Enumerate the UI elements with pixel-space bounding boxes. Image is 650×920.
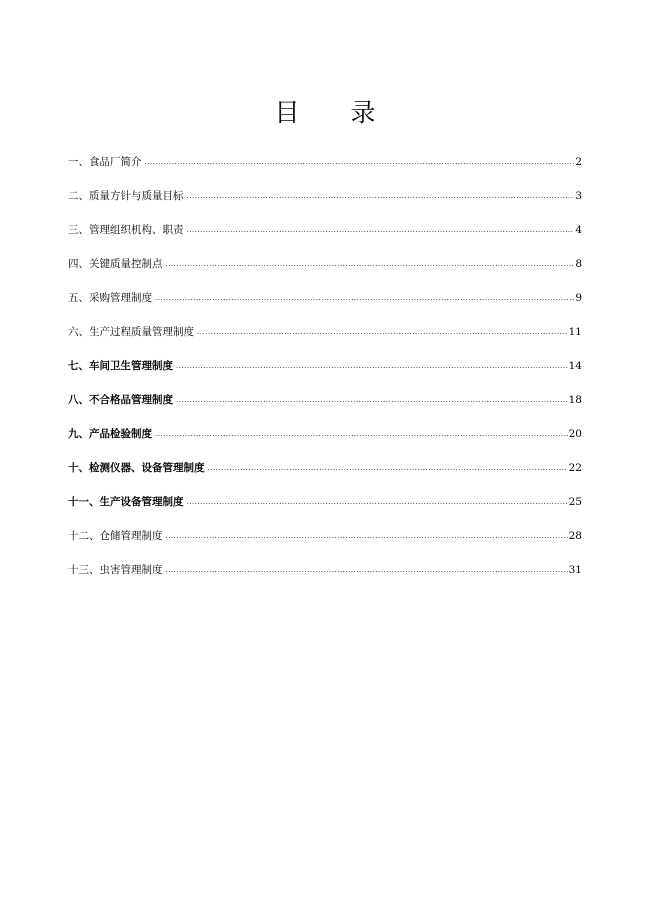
- toc-entry-leader: [166, 563, 568, 577]
- toc-entry-leader: [176, 359, 568, 373]
- toc-entry[interactable]: [68, 427, 582, 461]
- toc-entry-page: 14: [568, 360, 582, 372]
- toc-entry[interactable]: [68, 325, 582, 359]
- toc-entry-leader: [187, 223, 575, 237]
- toc-entry-page: 9: [575, 292, 582, 304]
- toc-entry-page: 31: [568, 564, 582, 576]
- toc-entry-label: 十一、生产设备管理制度: [68, 496, 184, 508]
- toc-entry-leader: [197, 325, 568, 339]
- toc-entry-page: 18: [568, 394, 582, 406]
- toc-entry-label: 一、食品厂简介: [68, 156, 142, 168]
- toc-entry-label: 六、生产过程质量管理制度: [68, 326, 194, 338]
- toc-entry-leader: [187, 189, 575, 203]
- toc-entry-leader: [176, 393, 568, 407]
- toc-entry[interactable]: [68, 393, 582, 427]
- toc-entry[interactable]: [68, 257, 582, 291]
- toc-entry-page: 2: [575, 156, 582, 168]
- toc-entry-page: 8: [575, 258, 582, 270]
- toc-entry[interactable]: [68, 223, 582, 257]
- toc-entry-page: 3: [575, 190, 582, 202]
- toc-entry-leader: [155, 291, 574, 305]
- toc-entry-leader: [166, 529, 568, 543]
- toc-entry-label: 二、质量方针与质量目标: [68, 190, 184, 202]
- toc-entry-label: 九、产品检验制度: [68, 428, 152, 440]
- toc-list: [68, 155, 582, 597]
- toc-entry-page: 25: [568, 496, 582, 508]
- toc-entry-label: 七、车间卫生管理制度: [68, 360, 173, 372]
- toc-entry-page: 11: [568, 326, 582, 338]
- toc-entry[interactable]: [68, 461, 582, 495]
- toc-entry-label: 十三、虫害管理制度: [68, 564, 163, 576]
- toc-title-char-2: 录: [350, 98, 376, 127]
- toc-entry[interactable]: [68, 359, 582, 393]
- toc-entry-leader: [166, 257, 575, 271]
- toc-entry-leader: [208, 461, 568, 475]
- toc-entry[interactable]: [68, 495, 582, 529]
- toc-entry-page: 28: [568, 530, 582, 542]
- toc-title-char-1: 目: [274, 98, 300, 127]
- toc-entry-label: 八、不合格品管理制度: [68, 394, 173, 406]
- toc-entry-page: 20: [568, 428, 582, 440]
- toc-entry[interactable]: [68, 155, 582, 189]
- toc-entry[interactable]: [68, 529, 582, 563]
- toc-entry-leader: [145, 155, 575, 169]
- toc-entry-leader: [155, 427, 568, 441]
- toc-entry[interactable]: [68, 291, 582, 325]
- toc-entry[interactable]: [68, 189, 582, 223]
- toc-entry-label: 十、检测仪器、设备管理制度: [68, 462, 205, 474]
- toc-entry-leader: [187, 495, 568, 509]
- toc-entry-label: 四、关键质量控制点: [68, 258, 163, 270]
- toc-entry-label: 三、管理组织机构、职责: [68, 224, 184, 236]
- toc-entry[interactable]: [68, 563, 582, 597]
- toc-entry-page: 4: [575, 224, 582, 236]
- toc-entry-page: 22: [568, 462, 582, 474]
- toc-entry-label: 十二、仓储管理制度: [68, 530, 163, 542]
- toc-entry-label: 五、采购管理制度: [68, 292, 152, 304]
- toc-title: [0, 97, 650, 129]
